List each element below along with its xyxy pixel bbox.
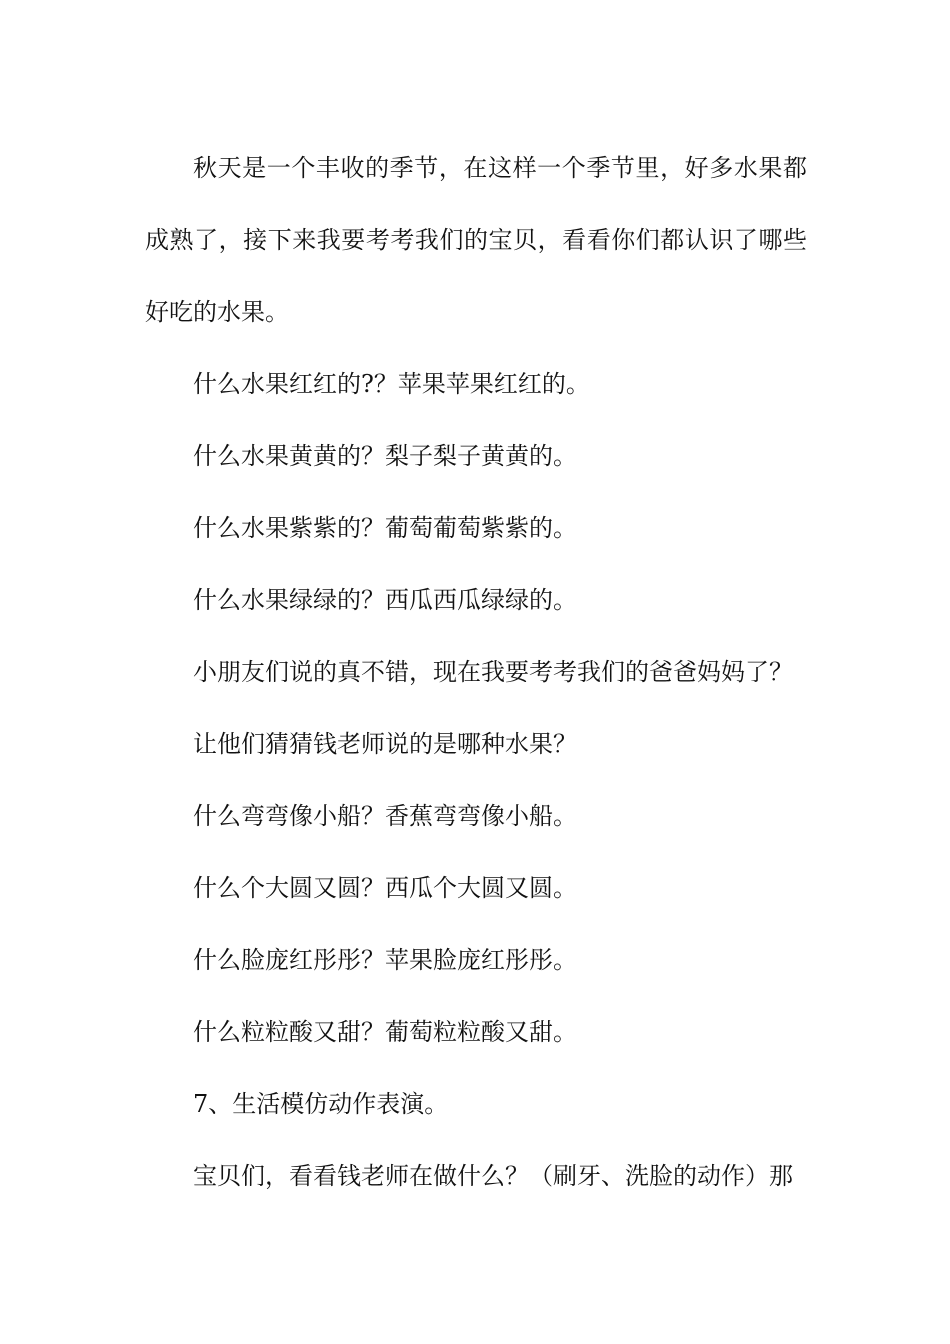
paragraph-purple-fruit: 什么水果紫紫的？葡萄葡萄紫紫的。	[193, 514, 577, 542]
paragraph-yellow-fruit: 什么水果黄黄的？梨子梨子黄黄的。	[193, 442, 577, 470]
paragraph-guess-prompt: 让他们猜猜钱老师说的是哪种水果？	[193, 730, 577, 758]
paragraph-green-fruit: 什么水果绿绿的？西瓜西瓜绿绿的。	[193, 586, 577, 614]
paragraph-riddle-grape: 什么粒粒酸又甜？葡萄粒粒酸又甜。	[193, 1018, 577, 1046]
paragraph-riddle-banana: 什么弯弯像小船？香蕉弯弯像小船。	[193, 802, 577, 830]
document-body	[145, 132, 807, 1212]
paragraph-autumn-intro: 秋天是一个丰收的季节，在这样一个季节里，好多水果都成熟了，接下来我要考考我们的宝贝，看看你们都认识了哪些好吃的水果。	[145, 154, 807, 326]
section-heading-7: 7、生活模仿动作表演。	[193, 1090, 449, 1118]
paragraph-riddle-apple: 什么脸庞红彤彤？苹果脸庞红彤彤。	[193, 946, 577, 974]
paragraph-riddle-watermelon: 什么个大圆又圆？西瓜个大圆又圆。	[193, 874, 577, 902]
paragraph-red-fruit: 什么水果红红的?？苹果苹果红红的。	[193, 370, 590, 398]
paragraph-praise: 小朋友们说的真不错，现在我要考考我们的爸爸妈妈了？	[193, 658, 793, 686]
paragraph-imitation: 宝贝们，看看钱老师在做什么？（刷牙、洗脸的动作）那	[193, 1162, 793, 1190]
